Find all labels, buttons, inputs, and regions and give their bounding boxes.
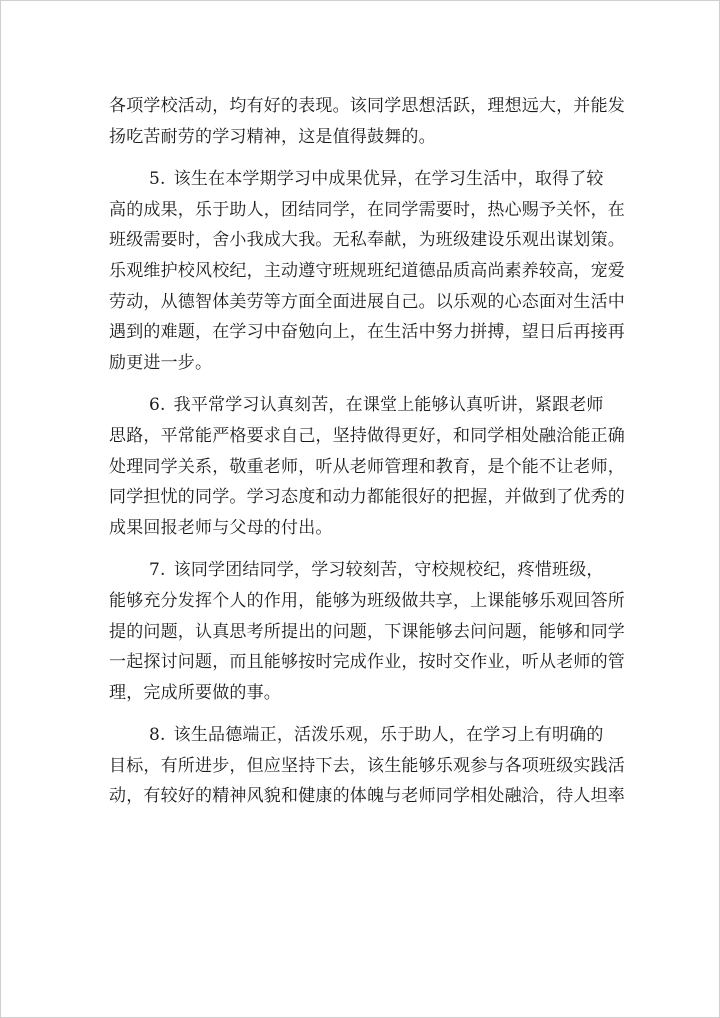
paragraph-8 [109,720,625,812]
text-line: 成果回报老师与父母的付出。 [109,517,333,538]
text-line: 能够充分发挥个人的作用，能够为班级做共享，上课能够乐观回答所 [109,590,625,611]
text-line-body: 我平常学习认真刻苦，在课堂上能够认真听讲，紧跟老师 [173,395,604,416]
text-line: 动，有较好的精神风貌和健康的体魄与老师同学相处融洽，待人坦率 [109,786,625,807]
paragraph-number: 5. [149,169,166,190]
text-line: 遇到的难题，在学习中奋勉向上，在生活中努力拼搏，望日后再接再 [109,322,625,343]
text-line: 同学担忧的同学。学习态度和动力都能很好的把握，并做到了优秀的 [109,487,625,508]
text-line-body: 该生在本学期学习中成果优异，在学习生活中，取得了较 [173,169,604,190]
text-line: 提的问题，认真思考所提出的问题，下课能够去问问题，能够和同学 [109,621,625,642]
document-body [109,91,625,824]
paragraph-number: 6. [149,395,166,416]
text-line [109,555,609,586]
text-line: 扬吃苦耐劳的学习精神，这是值得鼓舞的。 [109,126,436,147]
text-line-body: 该生品德端正，活泼乐观，乐于助人，在学习上有明确的 [173,725,604,746]
text-line: 劳动，从德智体美劳等方面全面进展自己。以乐观的心态面对生活中 [109,291,625,312]
text-line: 各项学校活动，均有好的表现。该同学思想活跃，理想远大，并能发 [109,96,625,116]
paragraph-continuation [109,91,625,152]
text-line [109,390,609,421]
text-line: 目标，有所进步，但应坚持下去，该生能够乐观参与各项班级实践活 [109,755,625,776]
paragraph-6 [109,390,625,543]
text-line: 一起探讨问题，而且能够按时完成作业，按时交作业，听从老师的管 [109,652,625,673]
paragraph-5 [109,164,625,378]
paragraph-number: 7. [149,560,166,581]
text-line [109,164,609,195]
text-line: 处理同学关系，敬重老师，听从老师管理和教育，是个能不让老师， [109,456,625,477]
text-line: 乐观维护校风校纪，主动遵守班规班纪道德品质高尚素养较高，宠爱 [109,260,625,281]
text-line: 班级需要时，舍小我成大我。无私奉献，为班级建设乐观出谋划策。 [109,230,625,251]
text-line-body: 该同学团结同学，学习较刻苦，守校规校纪，疼惜班级， [173,560,604,581]
text-line: 励更进一步。 [109,352,213,373]
text-line [109,720,609,751]
text-line: 理，完成所要做的事。 [109,682,281,703]
text-line: 高的成果，乐于助人，团结同学，在同学需要时，热心赐予关怀，在 [109,199,625,220]
paragraph-number: 8. [149,725,166,746]
paragraph-7 [109,555,625,708]
text-line: 思路，平常能严格要求自己，坚持做得更好，和同学相处融洽能正确 [109,425,625,446]
